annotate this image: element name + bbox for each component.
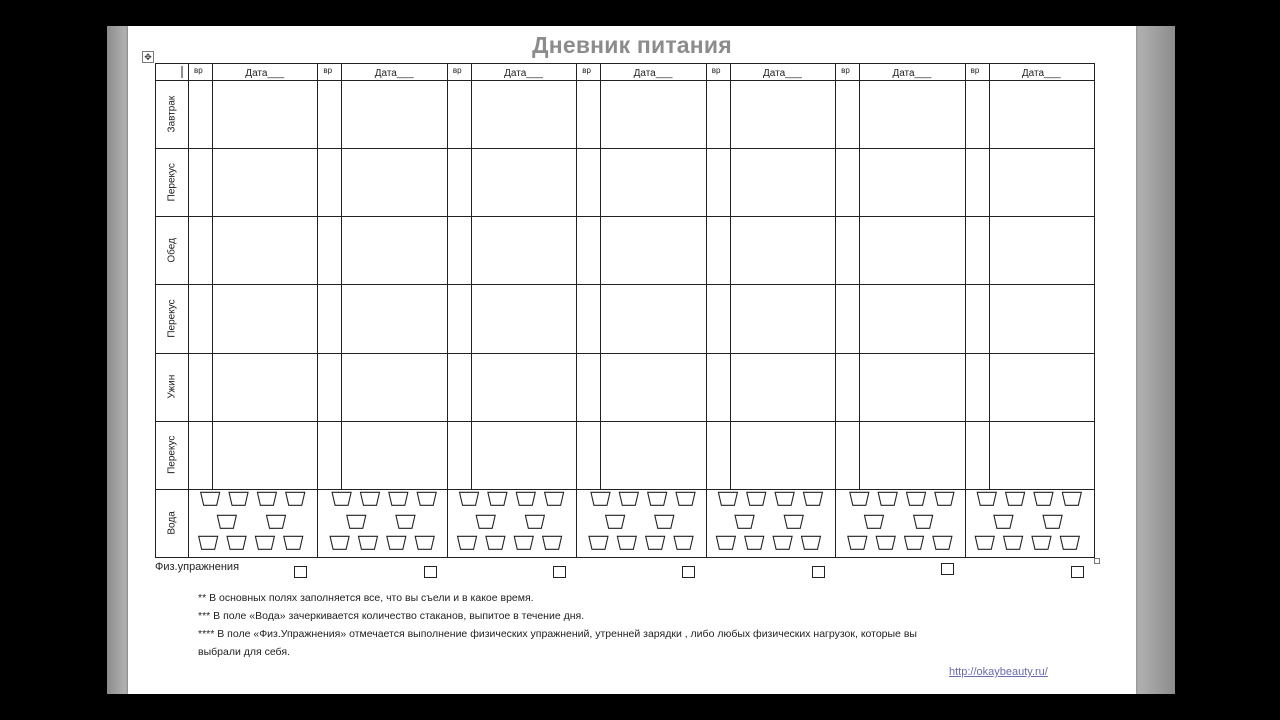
water-glass-icon	[735, 515, 754, 528]
water-glass-icon	[994, 515, 1013, 528]
water-glass-icon	[360, 492, 379, 505]
water-glass-icon	[330, 536, 349, 549]
water-glass-icon	[876, 536, 895, 549]
water-glass-icon	[589, 536, 608, 549]
water-glass-icon	[267, 515, 286, 528]
water-glass-icon	[933, 536, 952, 549]
water-glass-icon	[1043, 515, 1062, 528]
time-header: вр	[194, 66, 203, 75]
water-glass-icon	[848, 536, 867, 549]
time-header: вр	[970, 66, 980, 75]
time-header: вр	[711, 66, 721, 75]
water-glass-icon	[257, 492, 276, 505]
water-glass-icon	[747, 492, 766, 505]
water-glass-icon	[516, 492, 535, 505]
date-header: Дата___	[633, 68, 673, 79]
row-label: Обед	[166, 238, 178, 263]
water-glass-icon	[332, 492, 351, 505]
water-glass-icon	[619, 492, 638, 505]
water-glass-icon	[460, 492, 479, 505]
water-glass-icon	[745, 536, 764, 549]
date-header: Дата___	[763, 68, 802, 79]
water-glass-icon	[545, 492, 564, 505]
water-glass-icon	[676, 492, 695, 505]
exercise-checkbox[interactable]	[553, 566, 566, 578]
table-border	[156, 64, 1095, 558]
water-glass-icon	[488, 492, 507, 505]
water-glass-icon	[284, 536, 303, 549]
row-label: Перекус	[166, 299, 178, 338]
row-label: Завтрак	[166, 95, 178, 133]
water-glass-icon	[543, 536, 562, 549]
water-glass-icon	[255, 536, 274, 549]
date-header: Дата___	[245, 68, 285, 79]
table-move-handle-icon[interactable]: ✥	[142, 51, 154, 63]
water-glass-icon	[674, 536, 693, 549]
water-glass-icon	[655, 515, 674, 528]
water-glass-icon	[476, 515, 495, 528]
water-glass-icon	[606, 515, 625, 528]
water-glass-icon	[227, 536, 246, 549]
water-glass-icon	[914, 515, 933, 528]
water-glass-icon	[646, 536, 665, 549]
time-header: вр	[452, 66, 462, 75]
water-glass-icon	[905, 536, 924, 549]
row-label: Перекус	[166, 435, 178, 474]
date-header: Дата___	[374, 68, 414, 79]
water-glass-icon	[486, 536, 505, 549]
website-link[interactable]: http://okaybeauty.ru/	[949, 666, 1048, 678]
note-line: выбрали для себя.	[198, 646, 290, 658]
water-glass-icon	[1006, 492, 1025, 505]
exercise-checkbox[interactable]	[294, 566, 307, 578]
water-glass-icon	[217, 515, 236, 528]
water-glass-icon	[975, 536, 994, 549]
exercise-checkbox[interactable]	[682, 566, 695, 578]
date-header: Дата___	[1021, 68, 1061, 79]
water-glass-icon	[977, 492, 996, 505]
exercise-checkbox[interactable]	[1071, 566, 1084, 578]
water-glass-icon	[1004, 536, 1023, 549]
water-glass-icon	[784, 515, 803, 528]
water-glass-icon	[201, 492, 220, 505]
exercise-label: Физ.упражнения	[155, 561, 240, 573]
date-header: Дата___	[504, 68, 543, 79]
water-glass-icon	[1060, 536, 1079, 549]
water-glass-icon	[850, 492, 869, 505]
water-glass-icon	[591, 492, 610, 505]
water-glass-icon	[907, 492, 926, 505]
water-glass-icon	[803, 492, 822, 505]
exercise-checkbox[interactable]	[812, 566, 825, 578]
water-glass-icon	[396, 515, 415, 528]
page-title: Дневник питания	[532, 32, 732, 58]
water-glass-icon	[617, 536, 636, 549]
water-glass-icon	[286, 492, 305, 505]
water-glass-icon	[935, 492, 954, 505]
water-glass-icon	[864, 515, 883, 528]
note-line: *** В поле «Вода» зачеркивается количество стаканов, выпитое в течение дня.	[198, 610, 585, 622]
water-glass-icon	[775, 492, 794, 505]
water-glass-icon	[1034, 492, 1053, 505]
row-label: Вода	[166, 511, 178, 535]
row-label: Перекус	[166, 163, 178, 202]
water-glass-icon	[229, 492, 248, 505]
water-glass-icon	[718, 492, 737, 505]
water-glass-icon	[648, 492, 667, 505]
time-header: вр	[582, 66, 591, 75]
water-glass-icon	[801, 536, 820, 549]
note-line: **** В поле «Физ.Упражнения» отмечается выполнение физических упражнений, утренней зарядки , либо любых физических нагрузок, которые вы	[198, 628, 917, 640]
water-glass-icon	[773, 536, 792, 549]
water-glass-icon	[458, 536, 477, 549]
water-glass-icon	[199, 536, 218, 549]
date-header: Дата___	[892, 68, 932, 79]
water-glass-icon	[417, 492, 436, 505]
water-glass-icon	[525, 515, 544, 528]
time-header: вр	[841, 66, 850, 75]
water-glass-icon	[387, 536, 406, 549]
water-glass-icon	[347, 515, 366, 528]
water-glass-icon	[878, 492, 897, 505]
water-glass-icon	[716, 536, 735, 549]
exercise-checkbox[interactable]	[424, 566, 437, 578]
water-glass-icon	[415, 536, 434, 549]
water-glass-icon	[389, 492, 408, 505]
water-glass-icon	[358, 536, 377, 549]
note-line: ** В основных полях заполняется все, что вы съели и в какое время.	[198, 592, 534, 604]
water-glass-icon	[1032, 536, 1051, 549]
exercise-checkbox[interactable]	[941, 563, 954, 575]
water-glass-icon	[514, 536, 533, 549]
row-label: Ужин	[166, 374, 178, 399]
water-glass-icon	[1062, 492, 1081, 505]
notes-block	[198, 589, 1078, 661]
time-header: вр	[323, 66, 333, 75]
